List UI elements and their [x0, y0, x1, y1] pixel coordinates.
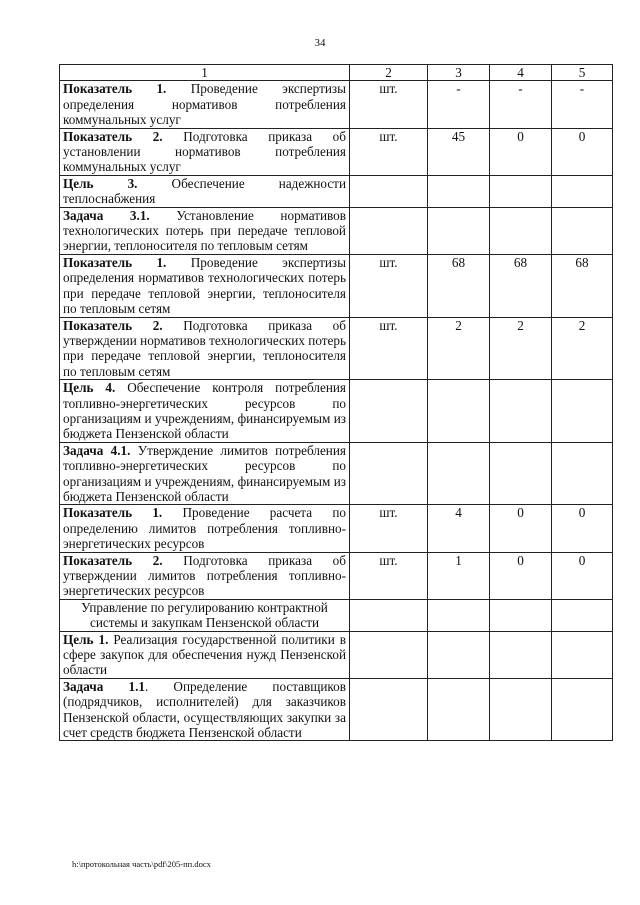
value-cell: [428, 631, 490, 678]
row-label: Показатель 1.: [63, 254, 167, 270]
value-cell: 0: [490, 552, 552, 599]
value-cell: [428, 175, 490, 207]
table-row: [60, 207, 613, 254]
value-cell: -: [428, 81, 490, 128]
row-label: Задача 3.1.: [63, 207, 150, 223]
value-cell: -: [552, 81, 613, 128]
row-text: Реализация государственной политики в сфере закупок для обеспечения нужд Пензенской области: [63, 631, 347, 678]
table-row: [60, 380, 613, 443]
row-text: Подготовка приказа об установлении нормативов потребления коммунальных услуг: [63, 128, 346, 175]
row-description: [60, 505, 350, 552]
value-cell: 68: [428, 254, 490, 317]
value-cell: 0: [490, 128, 552, 175]
table-row: [60, 552, 613, 599]
unit-cell: [350, 631, 428, 678]
row-text: Проведение расчета по определению лимитов потребления топливно-энергетических ресурсов: [63, 505, 346, 552]
value-cell: [490, 207, 552, 254]
unit-cell: шт.: [350, 552, 428, 599]
value-cell: [490, 442, 552, 505]
row-description: [60, 380, 350, 443]
value-cell: [428, 599, 490, 631]
value-cell: [490, 380, 552, 443]
unit-cell: шт.: [350, 505, 428, 552]
unit-cell: шт.: [350, 254, 428, 317]
value-cell: [552, 207, 613, 254]
value-cell: [428, 678, 490, 741]
unit-cell: [350, 207, 428, 254]
row-description: [60, 317, 350, 380]
row-label: Показатель 1.: [63, 505, 163, 521]
value-cell: 1: [428, 552, 490, 599]
row-label: Показатель 2.: [63, 128, 163, 144]
value-cell: [552, 442, 613, 505]
column-header: 3: [428, 65, 490, 81]
unit-cell: [350, 678, 428, 741]
table-row: [60, 505, 613, 552]
row-description: [60, 175, 350, 207]
row-description: [60, 631, 350, 678]
table-row: [60, 128, 613, 175]
footer-file-path: h:\протокольная часть\pdf\205-пп.docx: [72, 859, 211, 869]
row-description: [60, 128, 350, 175]
row-text: . Определение поставщиков (подрядчиков, исполнителей) для заказчиков Пензенской области, осуществляющих закупки за счет средств бюджета Пензенской области: [63, 678, 346, 741]
row-label: Задача 1.1: [63, 678, 145, 694]
value-cell: [490, 678, 552, 741]
unit-cell: [350, 442, 428, 505]
row-label: Показатель 2.: [63, 552, 163, 568]
row-text: Обеспечение надежности теплоснабжения: [63, 175, 347, 207]
value-cell: [428, 207, 490, 254]
column-header: 1: [60, 65, 350, 81]
row-description: [60, 678, 350, 741]
value-cell: [490, 631, 552, 678]
table-row: [60, 175, 613, 207]
value-cell: [552, 175, 613, 207]
row-description: [60, 207, 350, 254]
value-cell: 68: [490, 254, 552, 317]
section-heading-row: [60, 599, 613, 631]
unit-cell: [350, 599, 428, 631]
row-text: Подготовка приказа об утверждении лимитов потребления топливно-энергетических ресурсов: [63, 552, 346, 599]
row-description: [60, 81, 350, 128]
table-row: [60, 317, 613, 380]
unit-cell: шт.: [350, 317, 428, 380]
row-text: Установление нормативов технологических потерь при передаче тепловой энергии, теплоносителя по тепловым сетям: [63, 207, 347, 254]
table-row: [60, 81, 613, 128]
value-cell: 45: [428, 128, 490, 175]
table-row: [60, 442, 613, 505]
page-number: 34: [314, 37, 326, 49]
column-header: 4: [490, 65, 552, 81]
value-cell: [428, 380, 490, 443]
value-cell: 2: [490, 317, 552, 380]
table-row: [60, 631, 613, 678]
value-cell: 4: [428, 505, 490, 552]
value-cell: 0: [490, 505, 552, 552]
row-label: Цель 4.: [63, 380, 116, 396]
row-text: Подготовка приказа об утверждении нормативов технологических потерь при передаче тепловой энергии, теплоносителя по тепловым сетям: [63, 317, 346, 379]
row-description: [60, 552, 350, 599]
unit-cell: шт.: [350, 81, 428, 128]
row-label: Цель 1.: [63, 631, 109, 647]
column-header: 2: [350, 65, 428, 81]
column-header: 5: [552, 65, 613, 81]
value-cell: 2: [428, 317, 490, 380]
row-label: Задача 4.1.: [63, 442, 131, 458]
row-text: Проведение экспертизы определения нормативов потребления коммунальных услуг: [63, 81, 346, 128]
table-row: [60, 254, 613, 317]
value-cell: [490, 175, 552, 207]
value-cell: 0: [552, 128, 613, 175]
value-cell: 2: [552, 317, 613, 380]
value-cell: [428, 442, 490, 505]
row-label: Показатель 2.: [63, 317, 163, 333]
value-cell: [552, 599, 613, 631]
value-cell: 0: [552, 552, 613, 599]
row-text: Обеспечение контроля потребления топливно-энергетических ресурсов по организациям и учреждениям, финансируемым из бюджета Пензенской области: [63, 380, 346, 442]
row-label: Цель 3.: [63, 175, 138, 191]
row-description: [60, 254, 350, 317]
section-heading: Управление по регулированию контрактной системы и закупкам Пензенской области: [60, 599, 350, 631]
unit-cell: [350, 380, 428, 443]
value-cell: -: [490, 81, 552, 128]
value-cell: 68: [552, 254, 613, 317]
value-cell: [552, 631, 613, 678]
row-description: [60, 442, 350, 505]
table-row: [60, 678, 613, 741]
value-cell: [552, 678, 613, 741]
row-text: Проведение экспертизы определения нормативов технологических потерь при передаче тепловой энергии, теплоносителя по тепловым сетям: [63, 254, 346, 317]
value-cell: [490, 599, 552, 631]
row-label: Показатель 1.: [63, 81, 167, 97]
value-cell: 0: [552, 505, 613, 552]
indicators-table: [59, 64, 613, 741]
unit-cell: [350, 175, 428, 207]
row-text: Утверждение лимитов потребления топливно-энергетических ресурсов по организациям и учреждениям, финансируемым из бюджета Пензенской области: [63, 442, 346, 504]
value-cell: [552, 380, 613, 443]
table-header-row: [60, 65, 613, 81]
unit-cell: шт.: [350, 128, 428, 175]
